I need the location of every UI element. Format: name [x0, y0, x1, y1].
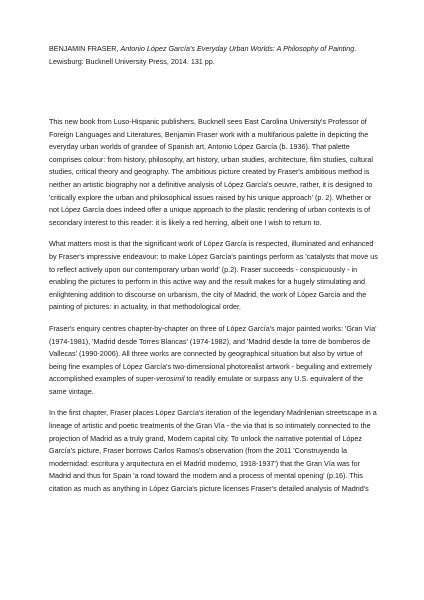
section-gap — [49, 68, 379, 116]
book-title: Antonio López García's Everyday Urban Worlds: A Philosophy of Painting — [120, 44, 355, 53]
paragraph-2: What matters most is that the significant work of López García is respected, illuminated and enhanced by Fraser's impressive endeavour: to make López García's paintings perform as 'catalysts that move us to reflect actively upon our contemporary urban world' (p.2). Fraser succeeds - conspicuously - in enabling the pictures to perform in this active way and the result makes for a hugely stimulating and enlightening addition to discourse on urbanism, the city of Madrid, the work of López García and the painting of pictures: in actuality, in that methodological order. — [49, 239, 378, 312]
paragraph-1: This new book from Luso-Hispanic publishers, Bucknell sees East Carolina University's Professor of Foreign Languages and Literatures, Benjamin Fraser work with a multifarious palette in depicting the everyday urban worlds of grandee of Spanish art, Antonio López García (b. 1936). That palette comprises colour: from history, philosophy, art history, urban studies, architecture, film studies, cultural studies, critical theory and geography. The ambitious picture created by Fraser's ambitious method is neither an artistic biography nor a definitive analysis of López García's oeuvre, rather, it is designed to 'critically explore the urban and philosophical issues raised by his unique approach' (p. 2). Whether or not López García does indeed offer a unique approach to the plastic rendering of urban contexts is of secondary interest to this reader: it is likely a red herring, albeit one I wish to return to. — [49, 117, 373, 227]
review-author: BENJAMIN FRASER, — [49, 44, 121, 53]
book-title-end: . — [354, 44, 357, 53]
paragraph-4: In the first chapter, Fraser places López García's iteration of the legendary Madrilenian streetscape in a lineage of artistic and poetic treatments of the Gran Vía - the via that is so intimately connected to the projection of Madrid as a truly grand, Modern capital city. To unlock the narrative potential of López García's picture, Fraser borrows Carlos Ramos's observation (from the 2011 'Construyendo la modernidad: escritura y arquitectura en el Madrid moderno, 1918-1937') that the Gran Vía was for Madrid and thus for Spain 'a road toward the modern and a process of mental opening' (p.16). This citation as much as anything in López García's picture licenses Fraser's detailed analysis of Madrid's — [49, 408, 377, 494]
paragraph-3-text: Fraser's enquiry centres chapter-by-chapter on three of López García's major painted works: 'Gran Vía' (1974-1981), 'Madrid desde Torres Blancas' (1974-1982), and 'Madrid desde la torre de bomberos de Vallecas' (1990-2006). All three works are connected by geographical situation but also by virtue of being fine examples of López García's two-dimensional photorealist artwork - beguiling and extremely accomplished examples of super- — [49, 323, 377, 384]
paragraph-3-italic-term: verosimil — [156, 374, 185, 384]
publisher-line: Lewisburg: Bucknell University Press, 2014. 131 pp. — [49, 56, 215, 66]
paragraph-3 — [49, 323, 379, 399]
citation-line — [49, 43, 379, 56]
review-body — [49, 43, 379, 505]
paragraph-3-text-end: to readily emulate or surpass any U.S. equivalent of the same vintage. — [49, 374, 364, 396]
